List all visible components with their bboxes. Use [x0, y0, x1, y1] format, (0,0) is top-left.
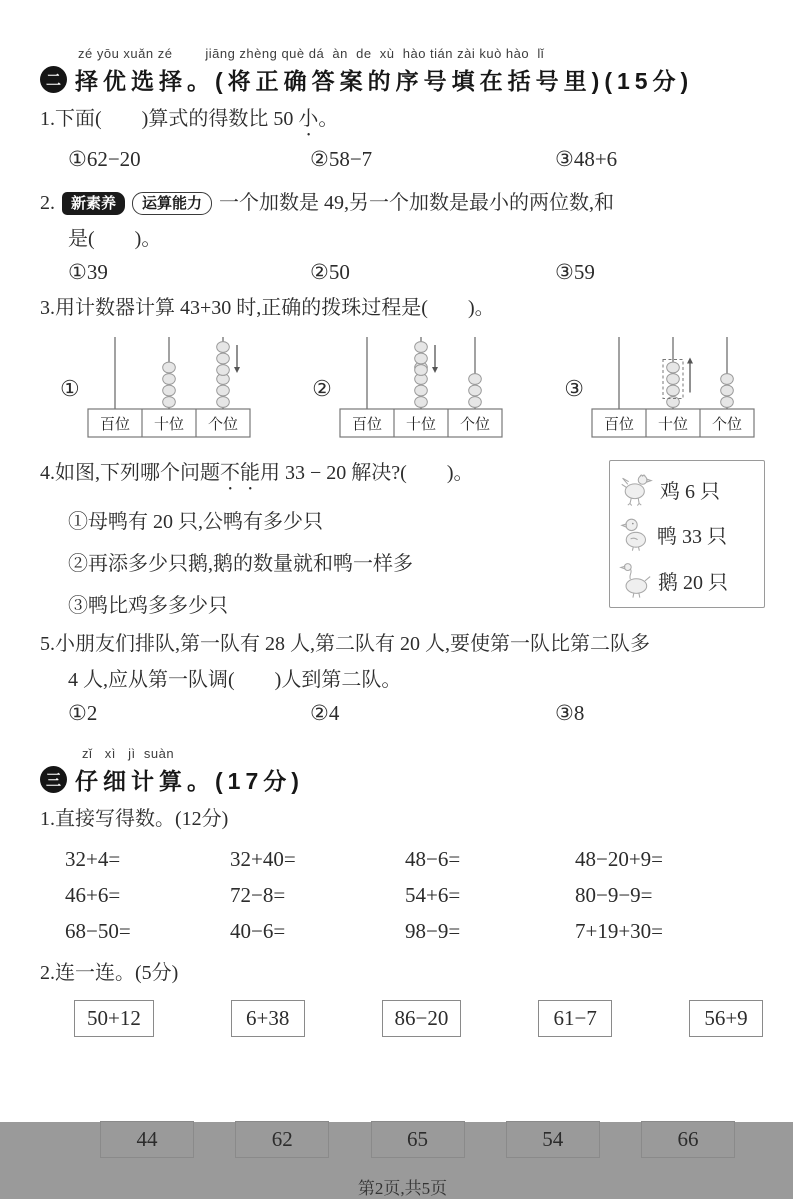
svg-text:个位: 个位	[711, 417, 742, 433]
q2-number: 2.	[40, 192, 55, 214]
match-answer-box: 62	[235, 1121, 329, 1158]
abacus-figure-3	[589, 331, 757, 446]
pinyin-line-calc: zǐ xì jì suàn	[82, 746, 175, 761]
goose-icon	[620, 561, 651, 599]
question-4-left	[40, 458, 609, 621]
legend-label-duck: 鸭 33 只	[657, 526, 727, 548]
legend-label-goose: 鹅 20 只	[658, 571, 728, 594]
match-answer-box: 54	[506, 1121, 600, 1158]
calc-expression: 48−6=	[405, 847, 461, 871]
q2-text: 一个加数是 49,另一个加数是最小的两位数,和	[219, 192, 615, 214]
match-expression-box: 86−20	[382, 1000, 462, 1037]
svg-text:百位: 百位	[351, 417, 382, 433]
match-answer-box: 66	[641, 1121, 735, 1158]
match-expressions-row	[74, 1000, 763, 1037]
duck-icon	[620, 517, 650, 552]
q5-option-3: ③8	[555, 701, 585, 725]
question-1-options	[68, 145, 765, 174]
match-answer-box: 44	[100, 1121, 194, 1158]
q4-text-emphasis: 不能	[220, 462, 260, 484]
legend-label-chicken: 鸡 6 只	[660, 481, 720, 503]
calc-expression: 32+40=	[230, 847, 296, 871]
q1-text-pre: 1.下面( )算式的得数比 50	[40, 108, 299, 130]
match-answer-box: 65	[371, 1121, 465, 1158]
match-expression-box: 56+9	[689, 1000, 763, 1037]
calc-expression: 68−50=	[65, 919, 131, 943]
abacus-figure-2	[337, 331, 505, 446]
svg-text:十位: 十位	[657, 417, 688, 433]
abacus-3-number: ③	[564, 375, 584, 401]
q1-option-3: ③48+6	[555, 147, 618, 171]
question-4	[40, 458, 765, 621]
match-answers-row	[100, 1121, 735, 1158]
computation-skill-badge: 运算能力	[132, 192, 212, 215]
question-5-options	[68, 699, 765, 728]
section-choice-header	[40, 63, 765, 96]
match-expression-box: 6+38	[231, 1000, 305, 1037]
abacus-1-number: ①	[60, 375, 80, 401]
question-2-line1	[40, 188, 765, 218]
q4-animal-legend-box	[609, 460, 765, 608]
calc-expression: 72−8=	[230, 883, 286, 907]
section-two-icon: 二	[40, 66, 67, 93]
abacus-option-3	[564, 331, 757, 446]
svg-text:十位: 十位	[405, 417, 436, 433]
legend-row-duck	[620, 517, 758, 552]
q2-option-2: ②50	[310, 260, 350, 284]
question-3-text: 3.用计数器计算 43+30 时,正确的拨珠过程是( )。	[40, 297, 495, 319]
match-expression-box: 50+12	[74, 1000, 154, 1037]
question-5-line1: 5.小朋友们排队,第一队有 28 人,第二队有 20 人,要使第一队比第二队多	[40, 633, 650, 655]
calc-sub1-title: 1.直接写得数。(12分)	[40, 808, 229, 830]
calc-expression: 80−9−9=	[575, 883, 653, 907]
q5-option-1: ①2	[68, 701, 98, 725]
match-expression-box: 61−7	[538, 1000, 612, 1037]
question-4-text	[40, 458, 609, 495]
calc-expression: 54+6=	[405, 883, 461, 907]
question-3-abacus-options	[60, 331, 757, 446]
section-choice-title: 择优选择。(将正确答案的序号填在括号里)(15分)	[75, 68, 694, 94]
question-5-line2: 4 人,应从第一队调( )人到第二队。	[68, 669, 402, 691]
section-calc-title: 仔细计算。(17分)	[75, 768, 304, 794]
q1-option-2: ②58−7	[310, 147, 373, 171]
svg-text:个位: 个位	[207, 417, 238, 433]
section-calc-header	[40, 763, 765, 796]
q4-text-post: 用 33 − 20 解决?( )。	[260, 462, 474, 484]
q4-option-2: ②再添多少只鹅,鹅的数量就和鸭一样多	[68, 553, 413, 575]
q4-text-pre: 4.如图,下列哪个问题	[40, 462, 220, 484]
calc-expression: 46+6=	[65, 883, 121, 907]
calc-expression: 32+4=	[65, 847, 121, 871]
section-three-icon: 三	[40, 766, 67, 793]
calc-expression: 48−20+9=	[575, 847, 664, 871]
calc-expression: 40−6=	[230, 919, 286, 943]
calc-expression: 98−9=	[405, 919, 461, 943]
question-2-options	[68, 258, 765, 287]
legend-row-goose	[620, 561, 758, 599]
q1-text-emphasis: 小	[298, 108, 319, 130]
abacus-2-number: ②	[312, 375, 332, 401]
abacus-option-2	[312, 331, 505, 446]
svg-text:个位: 个位	[459, 417, 490, 433]
svg-text:百位: 百位	[99, 417, 130, 433]
legend-row-chicken	[620, 471, 758, 508]
direct-calc-grid	[65, 844, 765, 946]
q5-option-2: ②4	[310, 701, 340, 725]
svg-text:十位: 十位	[153, 417, 184, 433]
q4-option-1: ①母鸭有 20 只,公鸭有多少只	[68, 511, 323, 533]
q1-text-post: 。	[318, 108, 339, 130]
abacus-option-1	[60, 331, 253, 446]
question-1-text	[40, 104, 765, 141]
question-2-line2: 是( )。	[68, 228, 162, 250]
q4-option-3: ③鸭比鸡多多少只	[68, 595, 228, 617]
svg-text:百位: 百位	[603, 417, 634, 433]
q2-option-1: ①39	[68, 260, 108, 284]
new-literacy-badge: 新素养	[62, 192, 125, 215]
chicken-icon	[620, 471, 653, 508]
calc-expression: 7+19+30=	[575, 919, 664, 943]
pinyin-line-choice: zé yōu xuǎn zé jiāng zhèng què dá àn de xù hào tián zài kuò hào lǐ	[78, 46, 545, 61]
q1-option-1: ①62−20	[68, 147, 141, 171]
q2-option-3: ③59	[555, 260, 595, 284]
abacus-figure-1	[85, 331, 253, 446]
page-footer: 第2页,共5页	[357, 1179, 448, 1198]
calc-sub2-title: 2.连一连。(5分)	[40, 962, 179, 984]
